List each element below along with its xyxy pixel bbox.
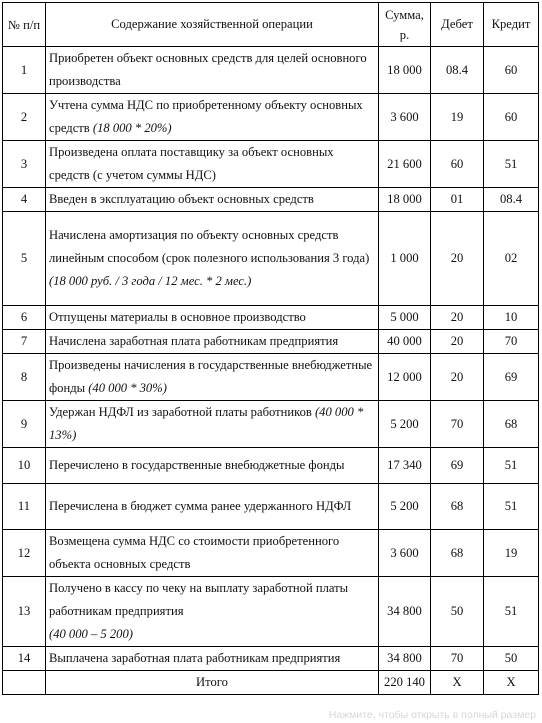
debit-cell: 69 [431,448,484,484]
debit-cell: 20 [431,212,484,306]
operation-description [46,484,379,530]
credit-cell: 50 [484,647,539,671]
row-number: 6 [3,306,46,330]
operation-description [46,577,379,647]
credit-cell: 51 [484,484,539,530]
table-header-row [3,3,539,47]
row-number: 7 [3,330,46,354]
amount-cell: 5 000 [379,306,431,330]
credit-cell: 08.4 [484,188,539,212]
operation-text: Введен в эксплуатацию объект основных средств [49,192,314,206]
amount-cell: 3 600 [379,530,431,577]
debit-cell: 20 [431,354,484,401]
amount-cell: 18 000 [379,188,431,212]
operation-text: Получено в кассу по чеку на выплату заработной платы работникам предприятия [49,581,349,618]
col-header-credit: Кредит [484,3,539,47]
row-number: 4 [3,188,46,212]
debit-cell: 60 [431,141,484,188]
credit-cell: 02 [484,212,539,306]
row-number: 1 [3,47,46,94]
operation-description [46,212,379,306]
operation-text: Возмещена сумма НДС со стоимости приобретенного объекта основных средств [49,534,340,571]
operation-text: Учтена сумма НДС по приобретенному объекту основных средств [49,98,363,135]
credit-cell: 51 [484,577,539,647]
amount-cell: 17 340 [379,448,431,484]
col-header-debit: Дебет [431,3,484,47]
credit-cell: 70 [484,330,539,354]
table-row [3,401,539,448]
credit-cell: 60 [484,47,539,94]
operation-description [46,401,379,448]
credit-cell: 68 [484,401,539,448]
operation-text: Приобретен объект основных средств для целей основного производства [49,51,367,88]
operation-description [46,141,379,188]
credit-cell: 51 [484,448,539,484]
table-row [3,188,539,212]
debit-cell: 50 [431,577,484,647]
table-row [3,448,539,484]
debit-cell: 68 [431,530,484,577]
table-row [3,484,539,530]
amount-cell: 5 200 [379,401,431,448]
table-row [3,306,539,330]
debit-cell: 08.4 [431,47,484,94]
operation-description [46,306,379,330]
credit-cell: 51 [484,141,539,188]
total-debit: Х [431,671,484,695]
credit-cell: 69 [484,354,539,401]
row-number: 3 [3,141,46,188]
operation-text: Выплачена заработная плата работникам предприятия [49,651,341,665]
operation-description [46,47,379,94]
amount-cell: 12 000 [379,354,431,401]
operation-formula: (18 000 руб. / 3 года / 12 мес. * 2 мес.) [49,274,252,288]
amount-cell: 1 000 [379,212,431,306]
total-credit: Х [484,671,539,695]
amount-cell: 5 200 [379,484,431,530]
table-row [3,354,539,401]
debit-cell: 01 [431,188,484,212]
row-number: 2 [3,94,46,141]
operation-text: Начислена заработная плата работникам предприятия [49,334,339,348]
col-header-number: № п/п [3,3,46,47]
row-number: 8 [3,354,46,401]
operation-description [46,647,379,671]
col-header-content: Содержание хозяйственной операции [46,3,379,47]
col-header-amount: Сумма, р. [379,3,431,47]
row-number: 12 [3,530,46,577]
debit-cell: 68 [431,484,484,530]
total-row [3,671,539,695]
amount-cell: 34 800 [379,577,431,647]
row-number: 5 [3,212,46,306]
debit-cell: 19 [431,94,484,141]
credit-cell: 10 [484,306,539,330]
operation-text: Удержан НДФЛ из заработной платы работников [49,405,315,419]
debit-cell: 20 [431,330,484,354]
row-number: 14 [3,647,46,671]
operation-description [46,188,379,212]
row-number: 10 [3,448,46,484]
operation-text: Отпущены материалы в основное производство [49,310,306,324]
total-number-cell [3,671,46,695]
total-label: Итого [46,671,379,695]
watermark-text: Нажмите, чтобы открыть в полный размер [328,709,536,721]
amount-cell: 34 800 [379,647,431,671]
credit-cell: 19 [484,530,539,577]
table-row [3,47,539,94]
table-row [3,330,539,354]
table-row [3,530,539,577]
debit-cell: 70 [431,647,484,671]
operations-table [2,2,539,695]
operation-formula: (18 000 * 20%) [92,121,172,135]
operation-description [46,94,379,141]
row-number: 13 [3,577,46,647]
operation-text: Перечислено в государственные внебюджетные фонды [49,458,345,472]
amount-cell: 21 600 [379,141,431,188]
amount-cell: 3 600 [379,94,431,141]
amount-cell: 18 000 [379,47,431,94]
operation-text: Начислена амортизация по объекту основных средств линейным способом (срок полезного использования 3 года) [49,228,370,265]
operation-description [46,330,379,354]
table-row [3,141,539,188]
row-number: 11 [3,484,46,530]
operation-formula: (40 000 * 13%) [49,405,364,442]
credit-cell: 60 [484,94,539,141]
operation-text: Произведена оплата поставщику за объект основных средств (с учетом суммы НДС) [49,145,334,182]
amount-cell: 40 000 [379,330,431,354]
row-number: 9 [3,401,46,448]
debit-cell: 20 [431,306,484,330]
operation-formula: (40 000 * 30%) [88,381,167,395]
table-row [3,212,539,306]
table-row [3,647,539,671]
debit-cell: 70 [431,401,484,448]
operation-description [46,354,379,401]
operation-text: Произведены начисления в государственные внебюджетные фонды [49,358,373,395]
operation-text: Перечислена в бюджет сумма ранее удержанного НДФЛ [49,499,352,513]
operation-formula: (40 000 – 5 200) [49,627,133,641]
operation-description [46,530,379,577]
operation-description [46,448,379,484]
table-body [3,47,539,671]
table-row [3,94,539,141]
total-amount: 220 140 [379,671,431,695]
table-row [3,577,539,647]
